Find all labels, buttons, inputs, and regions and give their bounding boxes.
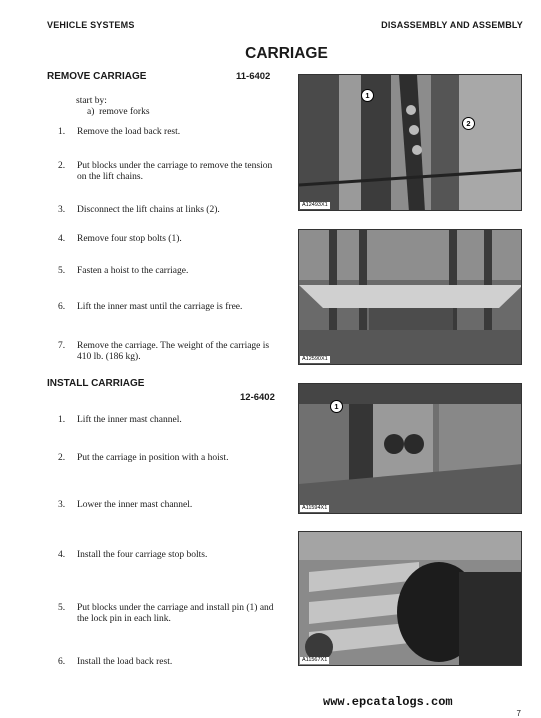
photo-carriage-position	[298, 383, 522, 514]
step-number: 1.	[58, 127, 66, 137]
step-text: Install the load back rest.	[77, 657, 173, 667]
remove-step	[58, 234, 283, 245]
step-number: 4.	[58, 234, 66, 244]
install-step	[58, 550, 283, 561]
step-text: Fasten a hoist to the carriage.	[77, 266, 189, 276]
step-text: Put blocks under the carriage to remove the tension on the lift chains.	[77, 161, 273, 182]
remove-step	[58, 341, 283, 363]
step-text: Remove four stop bolts (1).	[77, 234, 182, 244]
callout-marker: 1	[330, 400, 343, 413]
step-number: 2.	[58, 161, 66, 171]
photo-chain-links	[298, 74, 522, 211]
install-step	[58, 657, 283, 668]
step-text: Lower the inner mast channel.	[77, 500, 193, 510]
page-number: 7	[516, 709, 521, 718]
remove-step	[58, 127, 283, 138]
callout-marker: 2	[462, 117, 475, 130]
step-text: Lift the inner mast channel.	[77, 415, 182, 425]
install-step	[58, 603, 283, 625]
remove-section-title: REMOVE CARRIAGE	[47, 71, 147, 82]
callout-marker: 1	[361, 89, 374, 102]
photo-carriage-lift	[298, 229, 522, 365]
step-number: 3.	[58, 500, 66, 510]
step-text: Put blocks under the carriage and install pin (1) and the lock pin in each link.	[77, 603, 274, 624]
install-step	[58, 415, 283, 426]
photo-label: A12590X1	[302, 356, 328, 362]
step-number: 5.	[58, 266, 66, 276]
remove-step	[58, 266, 283, 277]
step-text: Remove the load back rest.	[77, 127, 181, 137]
step-number: 4.	[58, 550, 66, 560]
start-by-item: a) remove forks	[87, 107, 150, 117]
remove-step	[58, 161, 283, 183]
install-step	[58, 500, 283, 511]
running-header-left: VEHICLE SYSTEMS	[47, 20, 135, 30]
step-number: 3.	[58, 205, 66, 215]
install-section-title: INSTALL CARRIAGE	[47, 378, 145, 389]
step-text: Remove the carriage. The weight of the carriage is 410 lb. (186 kg).	[77, 341, 270, 362]
step-number: 6.	[58, 302, 66, 312]
running-header-right: DISASSEMBLY AND ASSEMBLY	[381, 20, 523, 30]
step-number: 1.	[58, 415, 66, 425]
step-number: 6.	[58, 657, 66, 667]
step-text: Install the four carriage stop bolts.	[77, 550, 208, 560]
step-number: 2.	[58, 453, 66, 463]
photo-label: A11567X1	[302, 657, 328, 663]
remove-step	[58, 302, 283, 313]
step-text: Put the carriage in position with a hoist.	[77, 453, 229, 463]
step-text: Disconnect the lift chains at links (2).	[77, 205, 220, 215]
photo-chain-links-image	[299, 75, 522, 211]
photo-install-pin	[298, 531, 522, 666]
step-text: Lift the inner mast until the carriage is free.	[77, 302, 243, 312]
photo-label: A12493X1	[302, 202, 328, 208]
photo-carriage-lift-image	[299, 230, 522, 365]
remove-op-code: 11-6402	[236, 71, 271, 82]
remove-step	[58, 205, 283, 216]
step-number: 5.	[58, 603, 66, 613]
step-number: 7.	[58, 341, 66, 351]
start-by-label: start by:	[76, 96, 107, 106]
install-step	[58, 453, 283, 464]
photo-label: A11594X1	[302, 505, 328, 511]
page-title: CARRIAGE	[245, 45, 328, 62]
photo-install-pin-image	[299, 532, 522, 666]
install-op-code: 12-6402	[240, 392, 275, 403]
footer-url: www.epcatalogs.com	[323, 695, 453, 709]
